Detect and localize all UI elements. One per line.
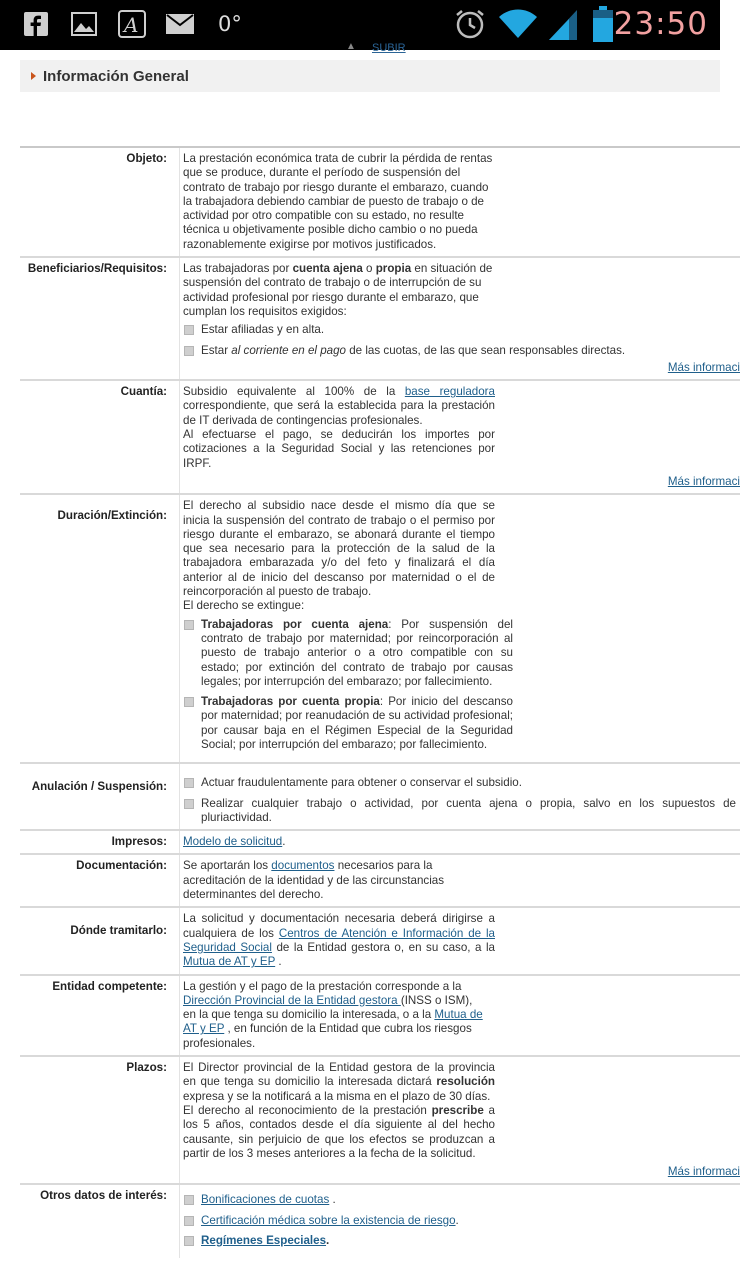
row-label: Objeto:: [20, 147, 180, 257]
list-item: Actuar fraudulentamente para obtener o conservar el subsidio.: [183, 776, 736, 790]
row-value: [180, 257, 740, 380]
temperature-label: 0°: [218, 12, 242, 36]
row-value: [180, 494, 740, 763]
row-label: Dónde tramitarlo:: [20, 907, 180, 974]
list-item: Estar afiliadas y en alta.: [183, 323, 740, 337]
wifi-icon: [498, 8, 538, 40]
plazos-text-2: El derecho al reconocimiento de la prestación prescribe a los 5 años, contados desde el día siguiente al del hecho causante, sin perjuicio de que los efectos se produzcan a partir de los 3 meses anteriores a la fecha de la solicitud.: [183, 1103, 496, 1160]
row-value: [180, 854, 740, 907]
gallery-icon: [71, 12, 97, 36]
list-item: Realizar cualquier trabajo o actividad, por cuenta ajena o propia, salvo en los supuestos de pluriactividad.: [183, 797, 736, 826]
row-value: Modelo de solicitud.: [180, 830, 740, 854]
list-item: Certificación médica sobre la existencia de riesgo.: [183, 1214, 740, 1228]
bonificaciones-link[interactable]: Bonificaciones de cuotas: [201, 1193, 330, 1207]
list-item: Bonificaciones de cuotas .: [183, 1193, 740, 1207]
row-label: Entidad competente:: [20, 975, 180, 1056]
anulacion-list: [183, 776, 740, 825]
entidad-text: La gestión y el pago de la prestación corresponde a la Dirección Provincial de la Entidad gestora (INSS o ISM), en la que tenga su domicilio la interesada, o a la Mutua de AT y EP , en función de la Entidad que cubra los riesgos profesionales.: [183, 979, 483, 1050]
documentacion-text: Se aportarán los documentos necesarios para la acreditación de la identidad y de las circunstancias determinantes del derecho.: [183, 859, 445, 902]
mutua-link[interactable]: Mutua de AT y EP: [183, 955, 276, 969]
row-value: [180, 1056, 740, 1184]
more-info-link[interactable]: Más informaci: [667, 1165, 740, 1179]
row-label: Anulación / Suspensión:: [20, 763, 180, 830]
alarm-icon: [454, 8, 486, 40]
status-bar: [0, 0, 720, 50]
up-arrow-icon: ▲: [346, 41, 356, 52]
centros-atencion-link[interactable]: Centros de Atención e Información de la Seguridad Social: [183, 926, 495, 954]
row-label: Beneficiarios/Requisitos:: [20, 257, 180, 380]
documentos-link[interactable]: documentos: [271, 859, 335, 873]
list-item: Trabajadoras por cuenta ajena: Por suspensión del contrato de trabajo por maternidad; por reincorporación al puesto de trabajo anterior o a otro compatible con su estado; por extinción del contrato de trabajo por causas legales; por interrupción del embarazo; por fallecimiento.: [183, 618, 513, 689]
row-label: Otros datos de interés:: [20, 1184, 180, 1258]
table-row: [20, 380, 740, 494]
table-row: [20, 975, 740, 1056]
battery-icon: [592, 6, 614, 42]
beneficiarios-text: Las trabajadoras por cuenta ajena o propia en situación de suspensión del contrato de trabajo o de interrupción de su actividad profesional por riesgo durante el embarazo, que cumplan los requisitos exigidos:: [183, 262, 493, 318]
requisitos-list: [183, 323, 740, 358]
section-header[interactable]: [20, 60, 720, 92]
table-row: [20, 1184, 740, 1258]
table-row: [20, 907, 740, 974]
font-icon: [118, 10, 146, 38]
info-table: [20, 146, 740, 1258]
facebook-icon: [24, 12, 48, 36]
otros-list: [183, 1193, 740, 1248]
row-value: [180, 763, 740, 830]
row-label: Duración/Extinción:: [20, 494, 180, 763]
row-value: [180, 147, 740, 257]
table-row: [20, 854, 740, 907]
direccion-provincial-link[interactable]: Dirección Provincial de la Entidad gestora: [183, 993, 401, 1007]
duracion-text-2: El derecho se extingue:: [183, 599, 305, 613]
row-label: Plazos:: [20, 1056, 180, 1184]
more-info-link[interactable]: Más informaci: [667, 360, 740, 374]
mail-icon: [166, 14, 194, 34]
row-label: Documentación:: [20, 854, 180, 907]
plazos-text: El Director provincial de la Entidad gestora de la provincia en que tenga su domicilio la interesada dictará resolución expresa y se la notificará a la misma en el plazo de 30 días.: [183, 1061, 495, 1103]
list-item: Estar al corriente en el pago de las cuotas, de las que sean responsables directas.: [183, 344, 740, 358]
regimenes-especiales-link[interactable]: Regímenes Especiales: [201, 1234, 327, 1247]
expand-triangle-icon: [31, 72, 36, 80]
cuantia-text-2: Al efectuarse el pago, se deducirán los importes por cotizaciones a la Seguridad Social y las retenciones por IRPF.: [183, 428, 495, 470]
list-item: Regímenes Especiales.: [183, 1234, 740, 1248]
more-info-link[interactable]: Más informaci: [667, 474, 740, 488]
table-row: [20, 830, 740, 854]
row-value: [180, 380, 740, 494]
table-row: [20, 1056, 740, 1184]
signal-icon: [547, 8, 579, 40]
section-title: Información General: [43, 68, 189, 85]
top-link[interactable]: SUBIR: [372, 42, 406, 54]
row-value: [180, 1184, 740, 1258]
donde-text: La solicitud y documentación necesaria deberá dirigirse a cualquiera de los Centros de Atención e Información de la Seguridad Social de la Entidad gestora o, en su caso, a la Mutua de AT y EP .: [183, 912, 495, 969]
objeto-text: La prestación económica trata de cubrir la pérdida de rentas que se produce, durante el período de suspensión del contrato de trabajo por riesgo durante el embarazo, cuando la trabajadora debiendo cambiar de puesto de trabajo o de actividad por otro compatible con su estado, no resulte técnica u objetivamente posible dicho cambio o no pueda razonablemente exigirse por motivos justificados.: [183, 152, 493, 251]
table-row: [20, 257, 740, 380]
list-item: Trabajadoras por cuenta propia: Por inicio del descanso por maternidad; por reanudación de su actividad profesional; por causar baja en el Régimen Especial de la Seguridad Social; por interrupción del embarazo; por fallecimiento.: [183, 695, 513, 752]
table-row: [20, 494, 740, 763]
table-row: [20, 763, 740, 830]
certificacion-medica-link[interactable]: Certificación médica sobre la existencia de riesgo: [201, 1213, 456, 1227]
duracion-text: El derecho al subsidio nace desde el mismo día que se inicia la suspensión del contrato de trabajo o el permiso por riesgo durante el embarazo, se abonará durante el tiempo que sea necesario para la protección de la salud de la trabajadora embarazada y/o del feto y finalizará el día anterior al de inicio del descanso por maternidad o el de reincorporación al puesto de trabajo.: [183, 499, 495, 599]
extincion-list: [183, 618, 513, 753]
row-label: Cuantía:: [20, 380, 180, 494]
cuantia-text: Subsidio equivalente al 100% de la base reguladora correspondiente, que será la establecida para la prestación de IT derivada de contingencias profesionales.: [183, 385, 495, 427]
row-value: [180, 975, 740, 1056]
table-row: [20, 147, 740, 257]
mutua-link[interactable]: Mutua de AT y EP: [183, 1008, 483, 1036]
row-value: [180, 907, 740, 974]
modelo-solicitud-link[interactable]: Modelo de solicitud: [183, 835, 283, 849]
clock: 23:50: [613, 6, 708, 42]
row-label: Impresos:: [20, 830, 180, 854]
svg-text:A: A: [124, 13, 139, 37]
base-reguladora-link[interactable]: base reguladora: [404, 385, 495, 399]
